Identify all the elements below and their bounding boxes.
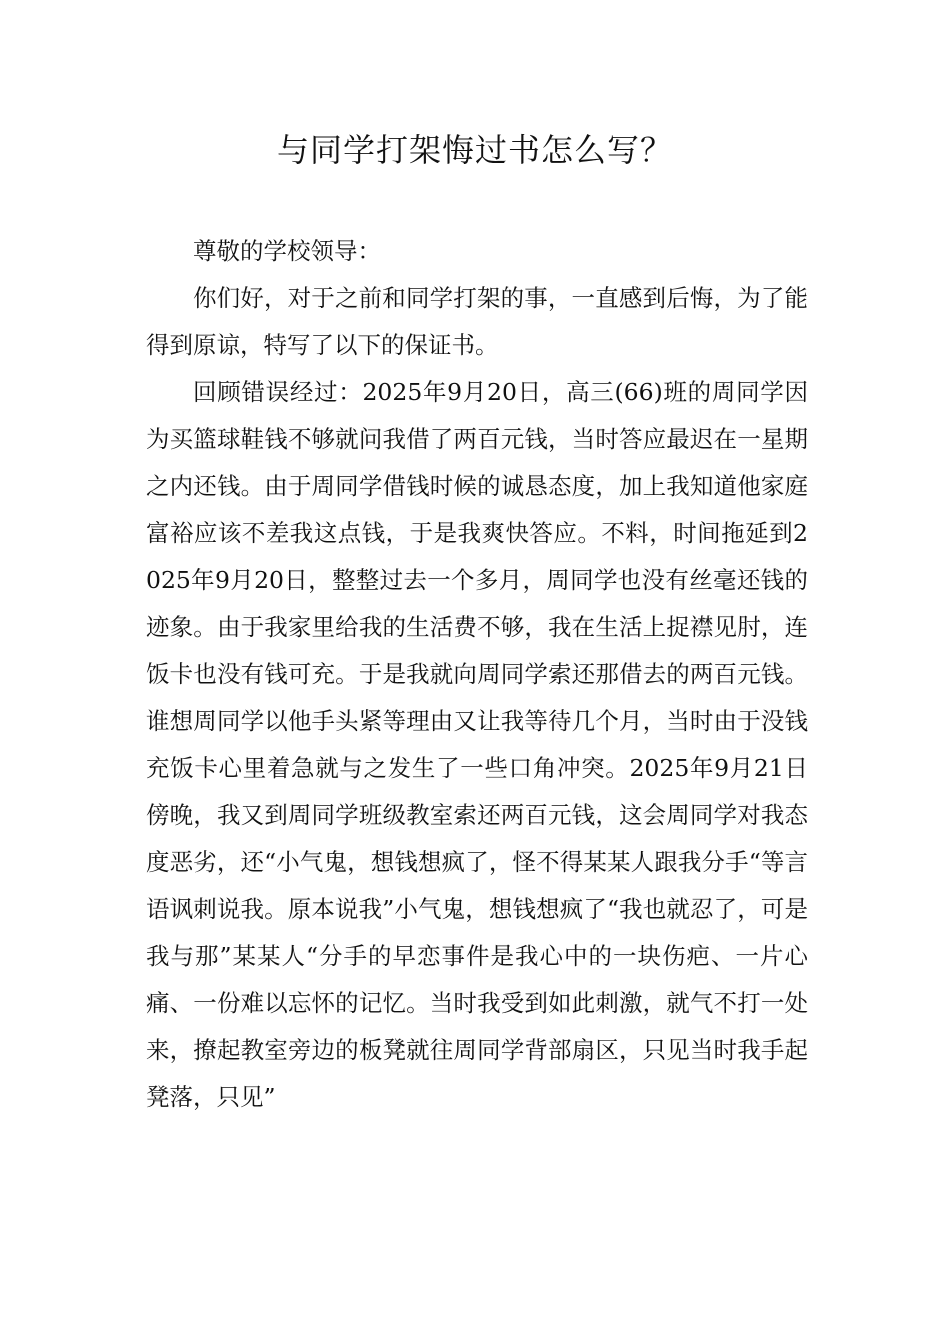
- paragraph-greeting: 你们好，对于之前和同学打架的事，一直感到后悔，为了能得到原谅，特写了以下的保证书。: [146, 284, 808, 359]
- document-title: 与同学打架悔过书怎么写？: [276, 131, 673, 169]
- paragraph-incident-review: 回顾错误经过：2025年9月20日，高三(66)班的周同学因为买篮球鞋钱不够就问我借了两百元钱，当时答应最迟在一星期之内还钱。由于周同学借钱时候的诚恳态度，加上我知道他家庭富裕应该不差我这点钱，于是我爽快答应。不料，时间拖延到2025年9月20日，整整过去一个多月，周同学也没有丝毫还钱的迹象。由于我家里给我的生活费不够，我在生活上捉襟见肘，连饭卡也没有钱可充。于是我就向周同学索还那借去的两百元钱。谁想周同学以他手头紧等理由又让我等待几个月，当时由于没钱充饭卡心里着急就与之发生了一些口角冲突。2025年9月21日傍晚，我又到周同学班级教室索还两百元钱，这会周同学对我态度恶劣，还“小气鬼，想钱想疯了，怪不得某某人跟我分手“等言语讽刺说我。原本说我”小气鬼，想钱想疯了“我也就忍了，可是我与那”某某人“分手的早恋事件是我心中的一块伤疤、一片心痛、一份难以忘怀的记忆。当时我受到如此刺激，就气不打一处来，撩起教室旁边的板凳就往周同学背部扇区，只见当时我手起凳落，只见”: [146, 378, 808, 1111]
- salutation: 尊敬的学校领导：: [193, 237, 381, 265]
- document-body: [146, 228, 808, 1121]
